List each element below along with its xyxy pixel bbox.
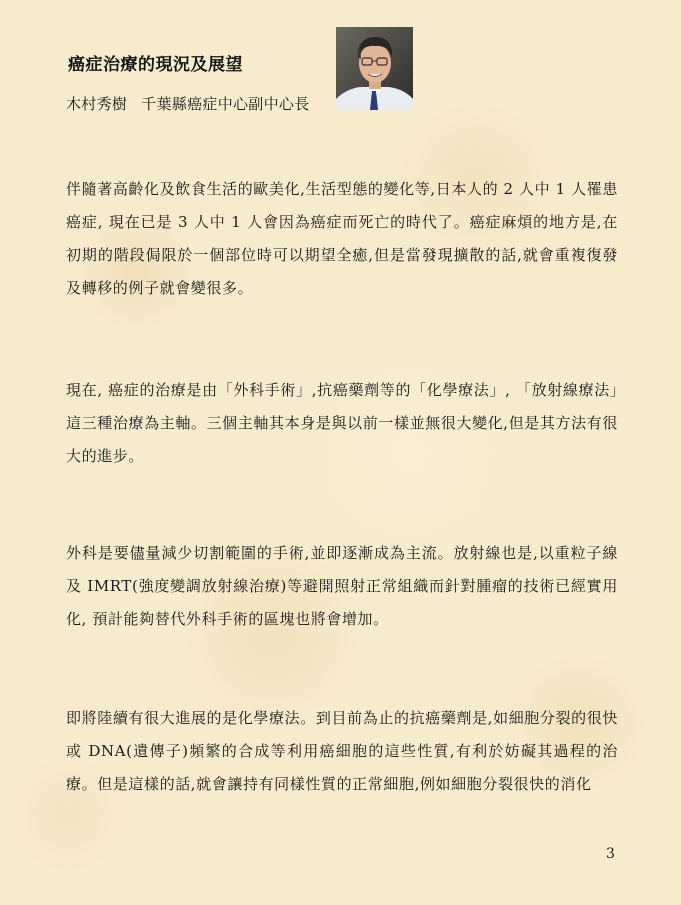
paragraph: 即將陸續有很大進展的是化學療法。到目前為止的抗癌藥劑是,如細胞分裂的很快或 DNA(遺傳子)頻繁的合成等利用癌細胞的這些性質,有利於妨礙其過程的治療。但是這樣的話,就會讓持有同樣性質的正常細胞,例如細胞分裂很快的消化 bbox=[66, 709, 618, 793]
author-portrait bbox=[336, 27, 413, 110]
paragraph: 外科是要儘量減少切割範圍的手術,並即逐漸成為主流。放射線也是,以重粒子線及 IMRT(強度變調放射線治療)等避開照射正常組織而針對腫瘤的技術已經實用化, 預計能夠替代外科手術的區塊也將會增加。 bbox=[66, 544, 618, 628]
paragraph: 伴隨著高齡化及飲食生活的歐美化,生活型態的變化等,日本人的 2 人中 1 人罹患癌症, 現在已是 3 人中 1 人會因為癌症而死亡的時代了。癌症麻煩的地方是,在初期的階段侷限於一個部位時可以期望全癒,但是當發現擴散的話,就會重複復發及轉移的例子就會變很多。 bbox=[66, 180, 618, 297]
article-title: 癌症治療的現況及展望 bbox=[68, 55, 243, 75]
paragraph: 現在, 癌症的治療是由「外科手術」,抗癌藥劑等的「化學療法」, 「放射線療法」這三種治療為主軸。三個主軸其本身是與以前一樣並無很大變化,但是其方法有很大的進步。 bbox=[66, 381, 618, 465]
page-number: 3 bbox=[606, 846, 615, 862]
author-line bbox=[66, 93, 310, 114]
author-affiliation: 千葉縣癌症中心副中心長 bbox=[141, 95, 310, 113]
author-name: 木村秀樹 bbox=[66, 95, 128, 113]
